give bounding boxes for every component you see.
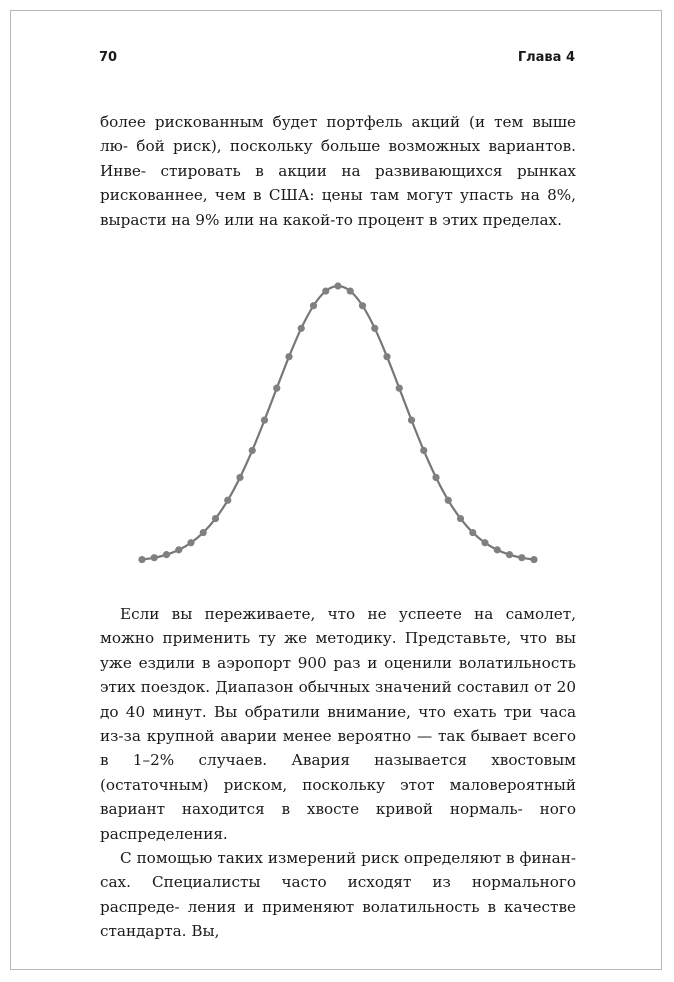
curve-point-9 bbox=[249, 447, 256, 454]
text-line: обратили внимание, что ехать три часа из-за крупной аварии bbox=[100, 702, 577, 746]
text-line: на какой-то процент в этих пределах. bbox=[258, 210, 562, 229]
chapter-title: Глава 4 bbox=[517, 50, 575, 65]
body-text-bottom bbox=[100, 602, 576, 944]
text-line: ления и применяют волатильность в качестве стандарта. Вы, bbox=[100, 897, 576, 941]
text-line: ного распределения. bbox=[100, 800, 577, 843]
curve-point-31 bbox=[518, 554, 525, 561]
normal-distribution-figure bbox=[130, 276, 546, 576]
curve-point-26 bbox=[457, 515, 464, 522]
curve-point-19 bbox=[371, 325, 378, 332]
curve-point-11 bbox=[273, 385, 280, 392]
curve-point-30 bbox=[506, 551, 513, 558]
curve-point-16 bbox=[334, 282, 341, 289]
text-line: более рискованным будет портфель акций (и тем выше лю- bbox=[100, 113, 576, 156]
text-line: применить ту же методику. Представьте, что вы уже ездили bbox=[100, 629, 577, 672]
curve-point-10 bbox=[261, 417, 268, 424]
text-line: Если вы переживаете, что не успеете на самолет, можно bbox=[100, 605, 576, 648]
curve-point-4 bbox=[187, 539, 194, 546]
curve-point-5 bbox=[200, 529, 207, 536]
curve-point-13 bbox=[298, 325, 305, 332]
curve-point-3 bbox=[175, 546, 182, 553]
running-head bbox=[99, 50, 575, 68]
curve-point-7 bbox=[224, 497, 231, 504]
text-line: маловероятный вариант находится в хвосте кривой нормаль- bbox=[100, 775, 577, 819]
page-number: 70 bbox=[99, 50, 118, 65]
curve-point-18 bbox=[359, 302, 366, 309]
curve-point-8 bbox=[236, 474, 243, 481]
paragraph-2 bbox=[100, 602, 576, 846]
paragraph-3 bbox=[100, 846, 576, 944]
curve-point-32 bbox=[530, 556, 537, 563]
text-line: в аэропорт 900 раз и оценили волатильность этих поездок. bbox=[100, 653, 577, 697]
bell-curve-line bbox=[142, 286, 534, 560]
paragraph-1 bbox=[100, 110, 576, 232]
curve-point-28 bbox=[481, 539, 488, 546]
curve-point-14 bbox=[310, 302, 317, 309]
curve-point-24 bbox=[432, 474, 439, 481]
text-line: чем в США: цены там могут упасть на 8%, вырасти на 9% или bbox=[100, 186, 576, 229]
curve-point-20 bbox=[383, 353, 390, 360]
curve-point-12 bbox=[285, 353, 292, 360]
text-line: сах. Специалисты часто исходят из нормального распреде- bbox=[100, 873, 576, 916]
body-text-top bbox=[100, 110, 576, 232]
text-line: Диапазон обычных значений составил от 20 до 40 минут. Вы bbox=[100, 678, 577, 721]
curve-point-27 bbox=[469, 529, 476, 536]
text-line: С помощью таких измерений риск определяют в финан- bbox=[120, 849, 576, 868]
text-line: называется хвостовым (остаточным) риском, поскольку этот bbox=[100, 751, 576, 794]
text-line: стировать в акции на развивающихся рынках рискованнее, bbox=[100, 161, 576, 205]
curve-point-1 bbox=[151, 554, 158, 561]
curve-point-23 bbox=[420, 447, 427, 454]
bell-curve-chart bbox=[130, 276, 546, 576]
curve-point-0 bbox=[138, 556, 145, 563]
curve-point-29 bbox=[494, 546, 501, 553]
bell-curve-points bbox=[138, 282, 537, 563]
curve-point-6 bbox=[212, 515, 219, 522]
curve-point-2 bbox=[163, 551, 170, 558]
curve-point-15 bbox=[322, 287, 329, 294]
curve-point-17 bbox=[347, 287, 354, 294]
curve-point-22 bbox=[408, 417, 415, 424]
curve-point-21 bbox=[396, 385, 403, 392]
curve-point-25 bbox=[445, 497, 452, 504]
text-line: бой риск), поскольку больше возможных вариантов. Инве- bbox=[100, 137, 576, 180]
text-line: менее вероятно — так бывает всего в 1–2% случаев. Авария bbox=[100, 727, 577, 770]
